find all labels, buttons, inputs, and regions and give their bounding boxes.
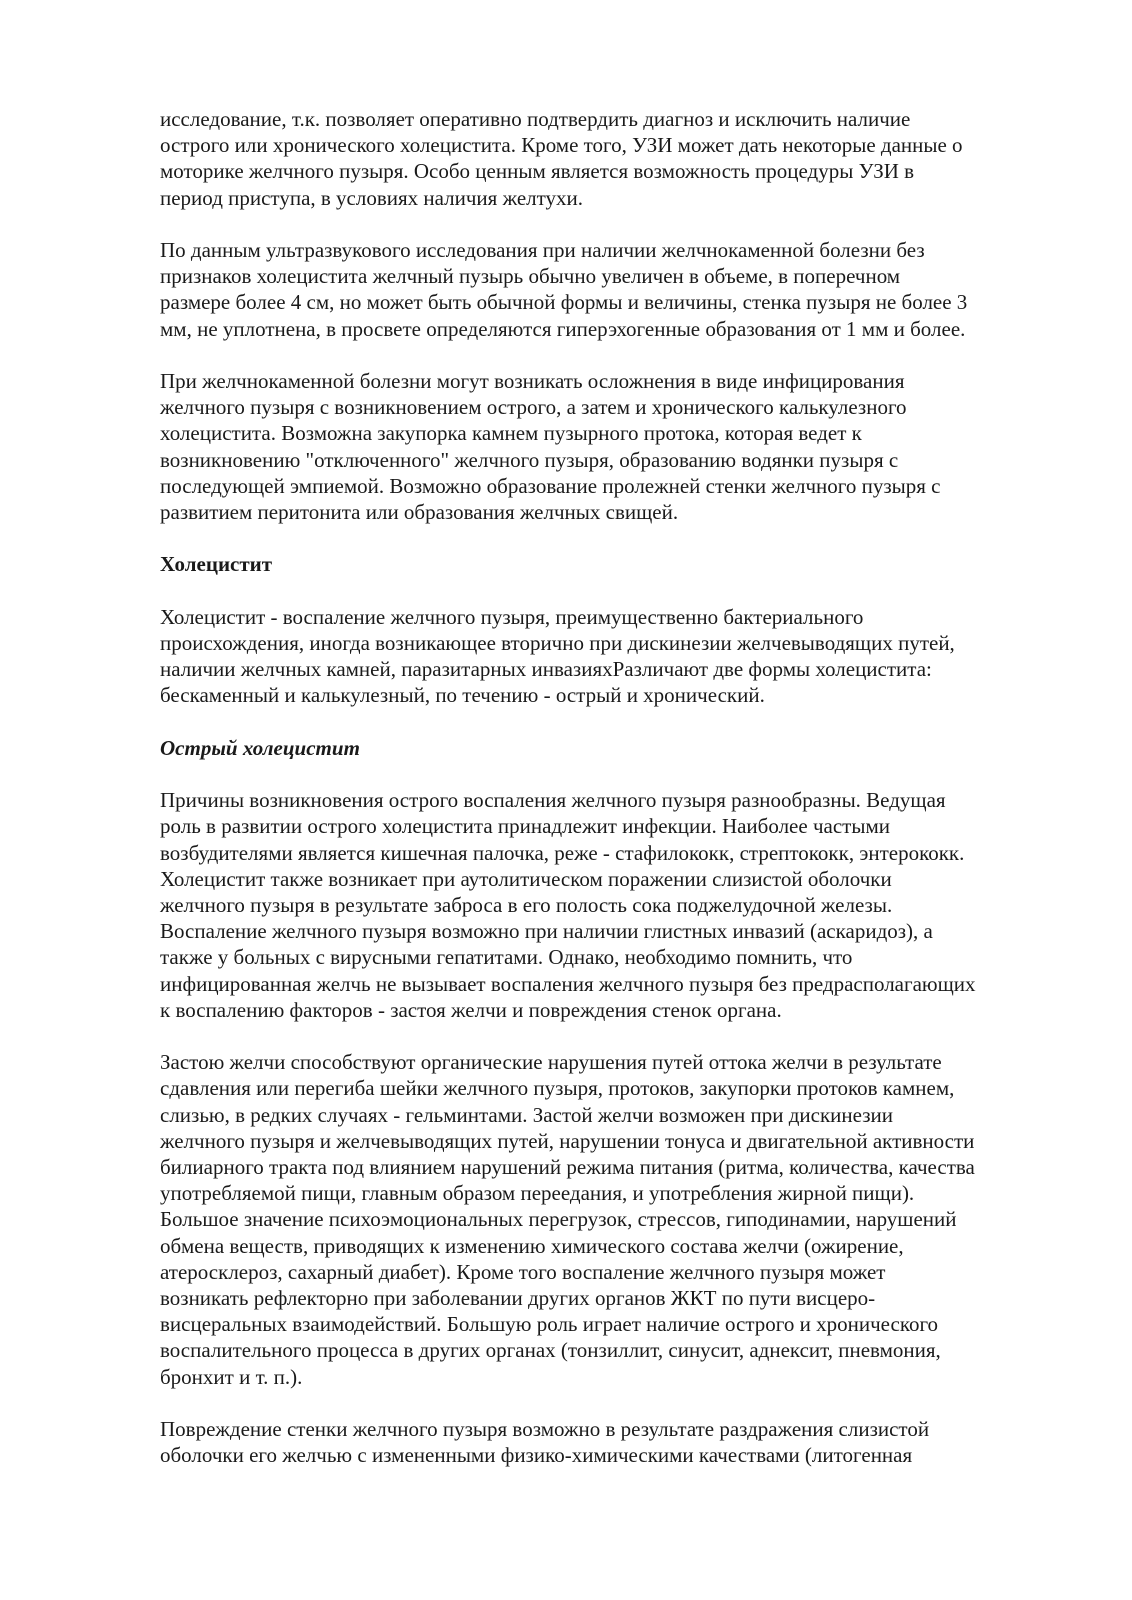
text-line: период приступа, в условиях наличия желтухи. <box>160 185 584 210</box>
text-line: возникать рефлекторно при заболевании других органов ЖКТ по пути висцеро- <box>160 1286 876 1311</box>
paragraph-wall-damage <box>160 1416 1040 1468</box>
text-line: воспалительного процесса в других органах (тонзиллит, синусит, аднексит, пневмония, <box>160 1338 941 1363</box>
text-line: мм, не уплотнена, в просвете определяются гиперэхогенные образования от 1 мм и более. <box>160 316 966 341</box>
text-line: По данным ультразвукового исследования при наличии желчнокаменной болезни без <box>160 238 925 262</box>
text-line: сдавления или перегиба шейки желчного пузыря, протоков, закупорки протоков камнем, <box>160 1076 955 1101</box>
document-page <box>160 106 1040 1495</box>
text-line: желчного пузыря и желчевыводящих путей, нарушении тонуса и двигательной активности <box>160 1128 975 1153</box>
paragraph-complications <box>160 368 1040 525</box>
paragraph-bile-stasis <box>160 1049 1040 1390</box>
text-line: употребляемой пищи, главным образом переедания, и употребления жирной пищи). <box>160 1181 915 1206</box>
text-line: желчного пузыря в результате заброса в его полость сока поджелудочной железы. <box>160 893 893 917</box>
text-line: размере более 4 см, но может быть обычной формы и величины, стенка пузыря не более 3 <box>160 290 968 315</box>
text-line: Воспаление желчного пузыря возможно при наличии глистных инвазий (аскаридоз), а <box>160 919 933 944</box>
text-line: слизью, в редких случаях - гельминтами. Застой желчи возможен при дискинезии <box>160 1102 893 1127</box>
text-line: происхождения, иногда возникающее вторично при дискинезии желчевыводящих путей, <box>160 631 955 655</box>
text-line: оболочки его желчью с измененными физико-химическими качествами (литогенная <box>160 1443 913 1468</box>
text-line: холецистита. Возможна закупорка камнем пузырного протока, которая ведет к <box>160 421 862 446</box>
text-line: Большое значение психоэмоциональных перегрузок, стрессов, гиподинамии, нарушений <box>160 1207 957 1232</box>
text-line: Холецистит - воспаление желчного пузыря, преимущественно бактериального <box>160 604 864 629</box>
text-line: атеросклероз, сахарный диабет). Кроме того воспаление желчного пузыря может <box>160 1259 886 1284</box>
text-line: билиарного тракта под влиянием нарушений режима питания (ритма, количества, качества <box>160 1155 975 1180</box>
text-line: возникновению "отключенного" желчного пузыря, образованию водянки пузыря с <box>160 447 899 472</box>
text-line: Причины возникновения острого воспаления желчного пузыря разнообразны. Ведущая <box>160 788 946 813</box>
paragraph-ultrasound-findings <box>160 237 1040 342</box>
paragraph-cholecystitis-definition <box>160 604 1040 709</box>
text-line: Застою желчи способствуют органические нарушения путей оттока желчи в результате <box>160 1050 942 1075</box>
text-line: возбудителями является кишечная палочка, реже - стафилококк, стрептококк, энтерококк. <box>160 840 965 865</box>
section-heading-cholecystitis: Холецистит <box>160 552 273 577</box>
text-line: также у больных с вирусными гепатитами. Однако, необходимо помнить, что <box>160 945 853 970</box>
text-line: обмена веществ, приводящих к изменению химического состава желчи (ожирение, <box>160 1233 904 1258</box>
section-heading-acute-cholecystitis: Острый холецистит <box>160 735 360 760</box>
text-line: последующей эмпиемой. Возможно образование пролежней стенки желчного пузыря с <box>160 473 941 498</box>
text-line: исследование, т.к. позволяет оперативно подтвердить диагноз и исключить наличие <box>160 107 911 131</box>
text-line: При желчнокаменной болезни могут возникать осложнения в виде инфицирования <box>160 369 905 393</box>
text-line: к воспалению факторов - застоя желчи и повреждения стенок органа. <box>160 997 782 1022</box>
text-line: острого или хронического холецистита. Кроме того, УЗИ может дать некоторые данные о <box>160 133 963 158</box>
text-line: инфицированная желчь не вызывает воспаления желчного пузыря без предрасполагающих <box>160 971 976 996</box>
text-line: бескаменный и калькулезный, по течению - острый и хронический. <box>160 683 765 708</box>
text-line: Холецистит также возникает при аутолитическом поражении слизистой оболочки <box>160 866 892 891</box>
text-line: желчного пузыря с возникновением острого, а затем и хронического калькулезного <box>160 395 907 420</box>
text-line: бронхит и т. п.). <box>160 1364 303 1389</box>
paragraph-ultrasound-intro <box>160 106 1040 211</box>
paragraph-acute-causes <box>160 787 1040 1023</box>
text-line: признаков холецистита желчный пузырь обычно увеличен в объеме, в поперечном <box>160 264 901 289</box>
text-line: наличии желчных камней, паразитарных инвазияхРазличают две формы холецистита: <box>160 657 932 682</box>
text-line: роль в развитии острого холецистита принадлежит инфекции. Наиболее частыми <box>160 814 890 839</box>
text-line: моторике желчного пузыря. Особо ценным является возможность процедуры УЗИ в <box>160 159 915 184</box>
text-line: Повреждение стенки желчного пузыря возможно в результате раздражения слизистой <box>160 1417 930 1442</box>
text-line: развитием перитонита или образования желчных свищей. <box>160 500 679 525</box>
text-line: висцеральных взаимодействий. Большую роль играет наличие острого и хронического <box>160 1312 939 1337</box>
